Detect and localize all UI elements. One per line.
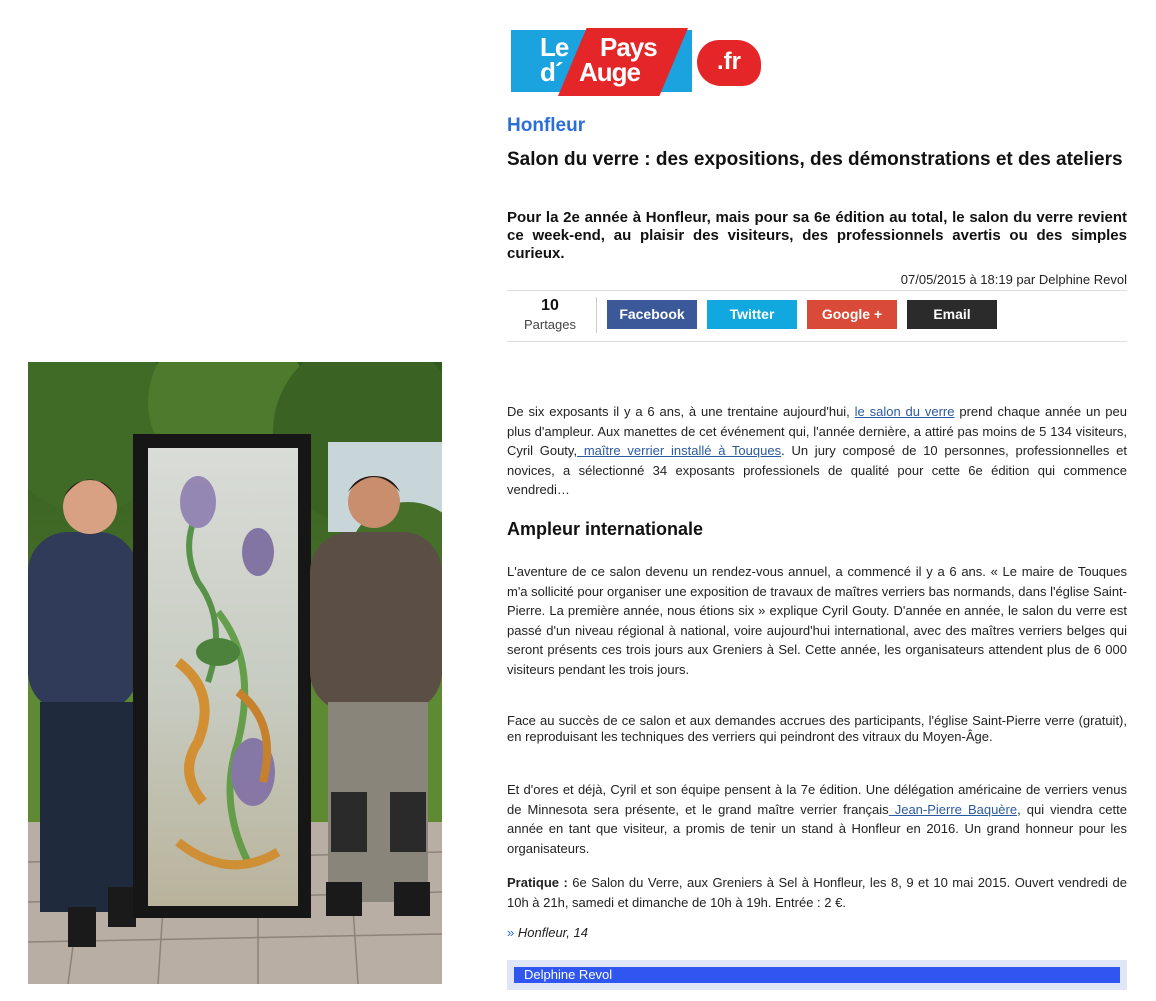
section-heading: Ampleur internationale bbox=[507, 519, 704, 539]
share-count-label: Partages bbox=[523, 317, 577, 332]
pratique-label: Pratique : bbox=[507, 875, 568, 890]
share-count: 10 bbox=[541, 297, 559, 314]
author-box bbox=[507, 960, 1127, 990]
logo-text-auge: Auge bbox=[579, 57, 640, 87]
pratique-text: 6e Salon du Verre, aux Greniers à Sel à Honfleur, les 8, 9 et 10 mai 2015. Ouvert vendredi de 10h à 21h, samedi et dimanche de 10h à 19h. Entrée : 2 €. bbox=[507, 875, 1127, 910]
article-photo bbox=[28, 362, 442, 984]
p1-text-b: prend chaque année un peu plus d'ampleur. Aux manettes de cet événement qui, l'année dernière, a attiré pas moins de 5 134 visiteurs, Cyril Gouty, bbox=[507, 404, 1127, 458]
share-divider bbox=[596, 297, 597, 333]
google-plus-share-button[interactable]: Google + bbox=[807, 300, 897, 329]
article-dateline: 07/05/2015 à 18:19 par Delphine Revol bbox=[900, 272, 1127, 287]
tag-arrow-icon: » bbox=[507, 925, 515, 940]
article-chapo: Pour la 2e année à Honfleur, mais pour sa 6e édition au total, le salon du verre revient ce week-end, au plaisir des visiteurs, des professionnels avertis ou des simples curieux. bbox=[507, 209, 1127, 262]
logo-text-pays: Pays bbox=[600, 32, 657, 62]
p1-text-a: De six exposants il y a 6 ans, à une trentaine aujourd'hui, bbox=[507, 404, 855, 419]
logo-text-le: Le bbox=[540, 32, 569, 62]
paragraph-pratique bbox=[507, 873, 1127, 912]
location-tag-text: Honfleur, 14 bbox=[517, 925, 588, 940]
twitter-share-button[interactable]: Twitter bbox=[707, 300, 797, 329]
maitre-verrier-link[interactable]: maître verrier installé à Touques bbox=[577, 443, 782, 458]
facebook-share-button[interactable]: Facebook bbox=[607, 300, 697, 329]
share-counter bbox=[507, 297, 593, 332]
p4-text-b: , qui viendra cette année en tant que visiteur, a promis de tenir un stand à Honfleur en 2016. Un grand honneur pour les organisateurs. bbox=[507, 801, 1127, 856]
site-logo[interactable] bbox=[511, 28, 763, 98]
salon-du-verre-link[interactable]: le salon du verre bbox=[854, 404, 955, 419]
logo-fr-badge: .fr bbox=[697, 40, 761, 86]
jean-pierre-baquere-link[interactable]: Jean-Pierre Baquère bbox=[888, 801, 1018, 817]
share-bar bbox=[507, 290, 1127, 342]
p1-text-c: . Un jury composé de 10 personnes, professionnelles et novices, a sélectionné 34 exposants professionels de qualité pour cette 6e édition qui commence vendredi… bbox=[507, 443, 1127, 497]
location-tag[interactable] bbox=[507, 925, 1127, 940]
paragraph-4 bbox=[507, 780, 1127, 858]
email-share-button[interactable]: Email bbox=[907, 300, 997, 329]
paragraph-3: Face au succès de ce salon et aux demandes accrues des participants, l'église Saint-Pierre verre (gratuit), en reproduisant les techniques des verriers qui peindront des vitraux du Moyen-Âge. bbox=[507, 713, 1127, 744]
paragraph-1 bbox=[507, 402, 1127, 500]
author-name[interactable]: Delphine Revol bbox=[514, 967, 1120, 983]
logo-text-d: d´ bbox=[540, 57, 563, 87]
article-title: Salon du verre : des expositions, des démonstrations et des ateliers bbox=[507, 149, 1123, 170]
p4-text-a: Et d'ores et déjà, Cyril et son équipe pensent à la 7e édition. Une délégation américaine de verriers venus de Minnesota sera présente, et le grand maître verrier français bbox=[507, 782, 1127, 817]
paragraph-2: L'aventure de ce salon devenu un rendez-vous annuel, a commencé il y a 6 ans. « Le maire de Touques m'a sollicité pour organiser une exposition de travaux de maîtres verriers bas normands, dans l'église Saint-Pierre. La première année, nous étions six » explique Cyril Gouty. D'année en année, le salon du verre est passé d'un niveau régional à national, voire aujourd'hui international, avec des maîtres verriers belges qui seront présents ces trois jours aux Greniers à Sel. Cette année, les organisateurs attendent plus de 6 000 visiteurs pendant les trois jours. bbox=[507, 564, 1127, 677]
article-kicker[interactable]: Honfleur bbox=[507, 115, 586, 136]
